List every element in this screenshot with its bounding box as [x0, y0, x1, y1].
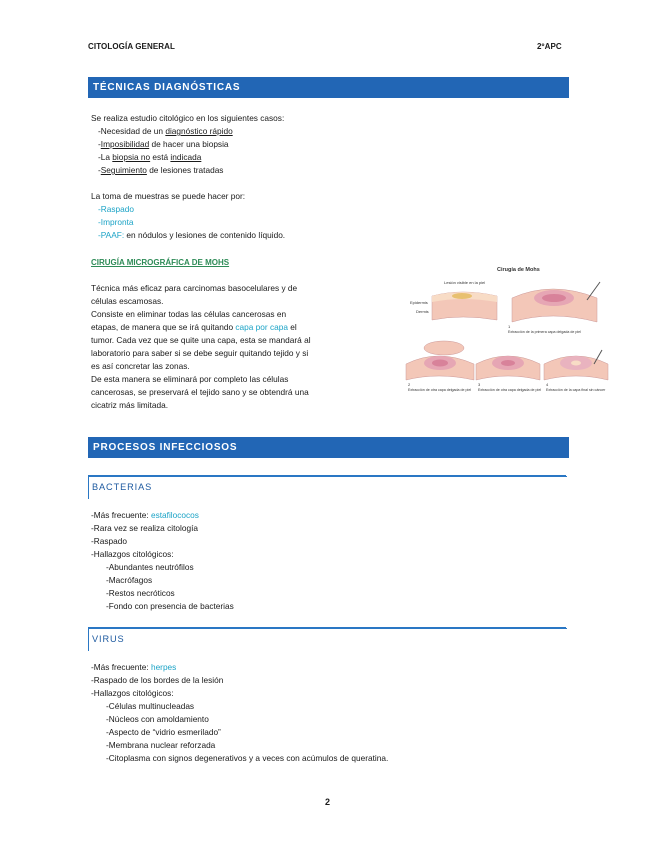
virus-item-1: -Raspado de los bordes de la lesión — [91, 675, 224, 685]
case-item-3 — [98, 151, 201, 164]
mohs-line-4-text: etapas, de manera que se irá quitando — [91, 322, 236, 332]
virus-frequent-label: -Más frecuente: — [91, 662, 151, 672]
figure-dermis-label: Dermis — [416, 309, 429, 314]
bacterias-title: BACTERIAS — [92, 482, 153, 492]
paaf-label: -PAAF: — [98, 230, 125, 240]
case-1-pre: -Necesidad de un — [98, 126, 166, 136]
samples-intro: La toma de muestras se puede hacer por: — [91, 191, 246, 201]
case-4-post: de lesiones tratadas — [146, 165, 224, 175]
case-4-underlined: Seguimiento — [100, 165, 147, 175]
running-header-right: 2ºAPC — [537, 42, 562, 51]
virus-finding-4: -Membrana nuclear reforzada — [106, 740, 216, 750]
figure-step1-num: 1 — [508, 324, 511, 329]
case-item-2 — [98, 138, 229, 151]
sample-impronta: -Impronta — [98, 217, 134, 227]
mohs-line-7: es así concretar las zonas. — [91, 361, 190, 371]
mohs-surgery-illustration — [402, 260, 612, 410]
mohs-title: CIRUGÍA MICROGRÁFICA DE MOHS — [91, 258, 230, 267]
bacterias-finding-2: -Macrófagos — [106, 575, 153, 585]
bacterias-frequent-value: estafilococos — [150, 510, 199, 520]
case-item-1 — [98, 125, 233, 138]
case-3-underlined-2: indicada — [170, 152, 202, 162]
case-3-underlined: biopsia no — [112, 152, 151, 162]
bacterias-item-1: -Rara vez se realiza citología — [91, 523, 198, 533]
bacterias-frequent — [91, 509, 199, 522]
skin-block-step-2 — [406, 356, 474, 380]
mohs-highlight: capa por capa — [235, 322, 288, 332]
virus-frequent-value: herpes — [150, 662, 177, 672]
mohs-line-10: cicatriz más limitada. — [91, 400, 168, 410]
figure-step3-num: 3 — [478, 382, 481, 387]
bacterias-finding-4: -Fondo con presencia de bacterias — [106, 601, 234, 611]
mohs-line-8: De esta manera se eliminará por completo las células — [91, 374, 289, 384]
skin-block-initial — [432, 292, 497, 320]
page-number: 2 — [325, 797, 331, 807]
paaf-text: en nódulos y lesiones de contenido líquido. — [124, 230, 286, 240]
case-2-underlined: Imposibilidad — [100, 139, 150, 149]
virus-frequent — [91, 661, 176, 674]
cases-intro: Se realiza estudio citológico en los siguientes casos: — [91, 113, 285, 123]
sample-paaf — [98, 229, 285, 242]
section-bar-tecnicas: TÉCNICAS DIAGNÓSTICAS — [88, 77, 569, 98]
figure-step1-label: Extracción de la primera capa delgada de piel — [508, 330, 581, 334]
figure-lesion-label: Lesión visible en la piel — [444, 280, 486, 285]
bacterias-item-2: -Raspado — [91, 536, 127, 546]
case-4-pre: - — [98, 165, 101, 175]
section-bar-procesos: PROCESOS INFECCIOSOS — [88, 437, 569, 458]
figure-step4-num: 4 — [546, 382, 549, 387]
sample-raspado: -Raspado — [98, 204, 134, 214]
figure-step4-label: Extracción de la capa final sin cáncer — [546, 388, 606, 392]
bacterias-finding-1: -Abundantes neutrófilos — [106, 562, 194, 572]
bacterias-finding-3: -Restos necróticos — [106, 588, 175, 598]
mohs-line-1: Técnica más eficaz para carcinomas basocelulares y de — [91, 283, 298, 293]
figure-title: Cirugía de Mohs — [497, 267, 540, 273]
subsection-bacterias — [88, 476, 567, 499]
virus-finding-2: -Núcleos con amoldamiento — [106, 714, 209, 724]
virus-finding-5: -Citoplasma con signos degenerativos y a veces con acúmulos de queratina. — [106, 753, 389, 763]
virus-title: VIRUS — [92, 634, 125, 644]
running-header-left: CITOLOGÍA GENERAL — [88, 42, 176, 51]
figure-step2-num: 2 — [408, 382, 411, 387]
bacterias-frequent-label: -Más frecuente: — [91, 510, 151, 520]
skin-block-step-4 — [544, 350, 608, 380]
removed-tissue-disc — [424, 341, 464, 355]
mohs-line-3: Consiste en eliminar todas las células cancerosas en — [91, 309, 287, 319]
case-3-mid: está — [150, 152, 171, 162]
figure-step3-label: Extracción de otra capa delgada de piel — [478, 388, 542, 392]
mohs-line-4 — [91, 321, 297, 334]
subsection-virus — [88, 628, 567, 651]
virus-item-2: -Hallazgos citológicos: — [91, 688, 174, 698]
case-2-post: de hacer una biopsia — [149, 139, 229, 149]
bacterias-item-3: -Hallazgos citológicos: — [91, 549, 174, 559]
case-item-4 — [98, 164, 223, 177]
skin-block-step-1 — [512, 282, 600, 322]
case-1-underlined: diagnóstico rápido — [165, 126, 233, 136]
mohs-line-2: células escamosas. — [91, 296, 164, 306]
case-2-pre: - — [98, 139, 101, 149]
mohs-highlight-after: el — [287, 322, 297, 332]
mohs-line-9: cancerosas, se preservará el tejido sano y se obtendrá una — [91, 387, 309, 397]
mohs-line-6: laboratorio para saber si se debe seguir quitando tejido y si — [91, 348, 309, 358]
figure-epidermis-label: Epidermis — [410, 300, 428, 305]
figure-step2-label: Extracción de otra capa delgada de piel — [408, 388, 472, 392]
virus-finding-1: -Células multinucleadas — [106, 701, 195, 711]
virus-finding-3: -Aspecto de “vidrio esmerilado” — [106, 727, 221, 737]
case-3-pre: -La — [98, 152, 113, 162]
skin-block-step-3 — [476, 356, 540, 380]
mohs-line-5: tumor. Cada vez que se quite una capa, esta se mandará al — [91, 335, 311, 345]
